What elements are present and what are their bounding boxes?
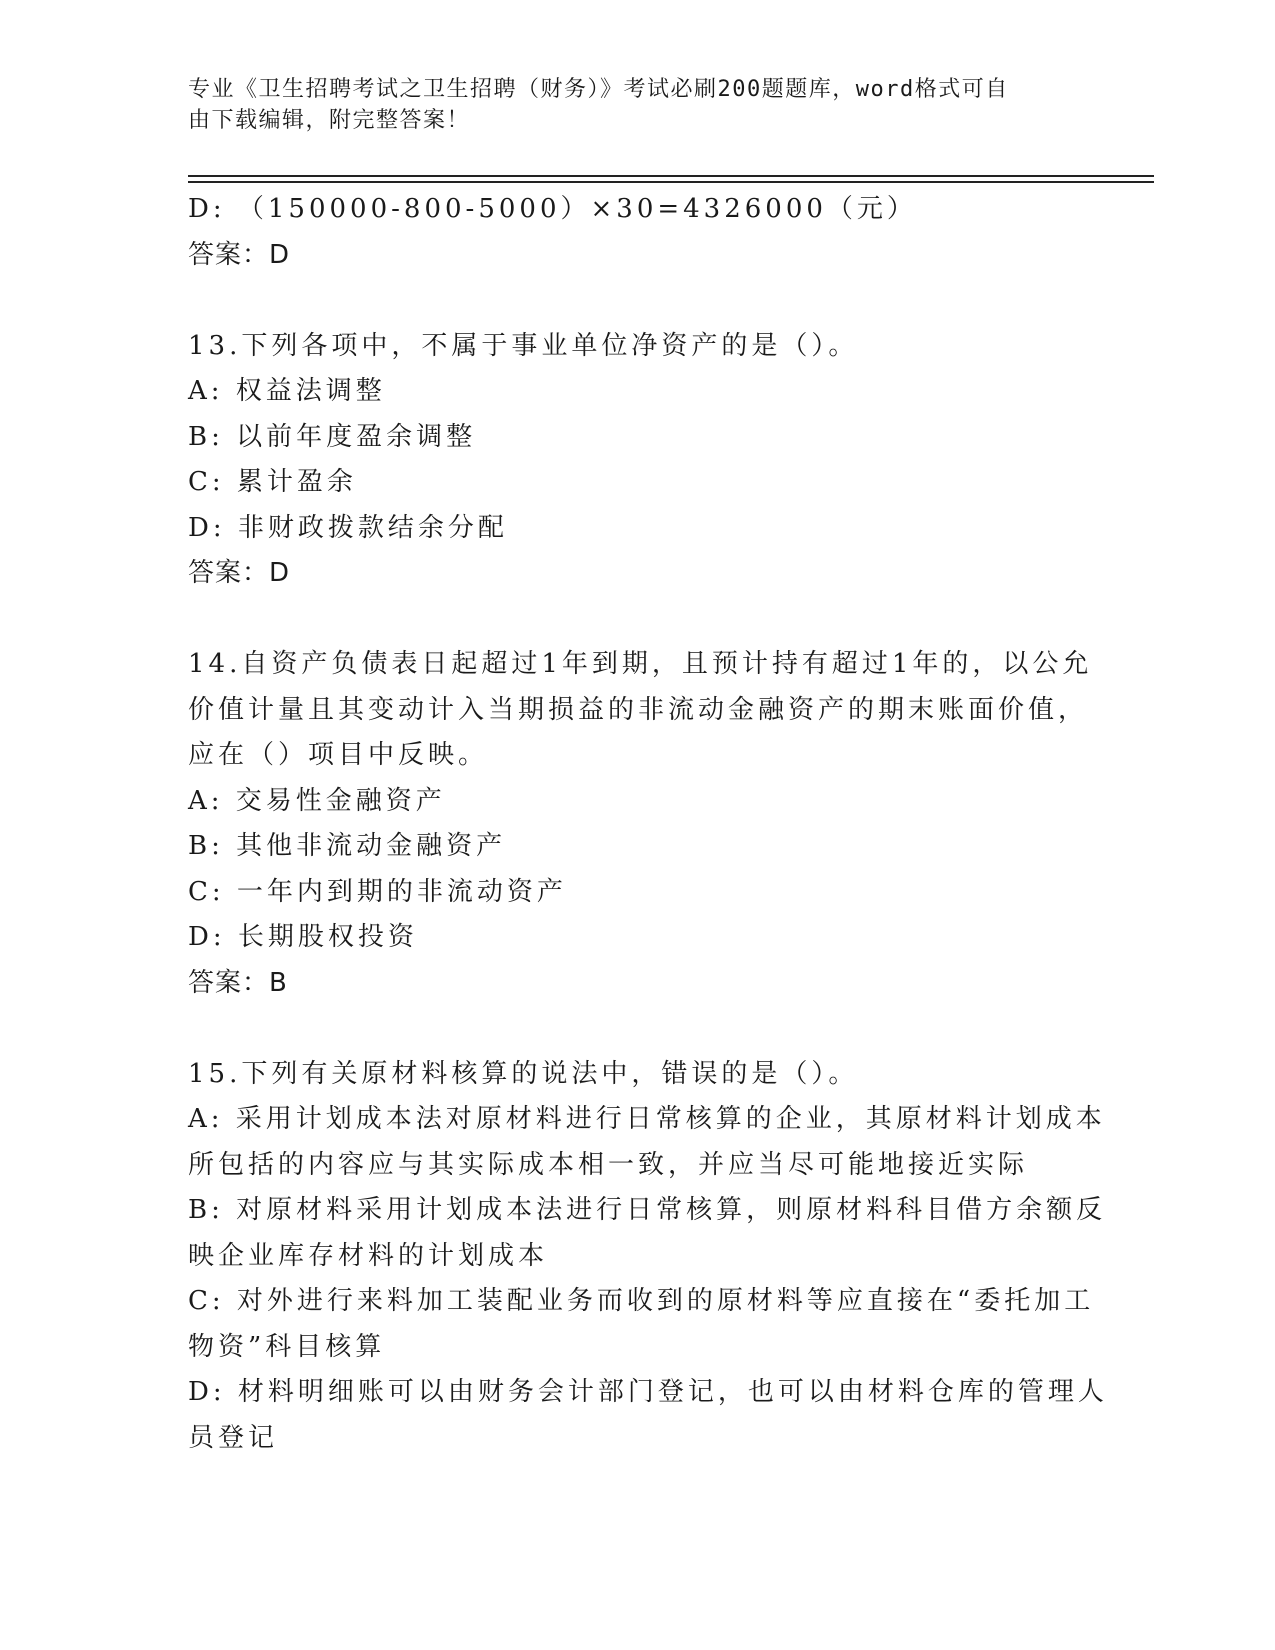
previous-question-block bbox=[188, 187, 1068, 278]
spacer bbox=[188, 597, 1068, 643]
spacer bbox=[188, 278, 1068, 324]
question-stem: 15.下列有关原材料核算的说法中，错误的是（）。 bbox=[188, 1058, 859, 1089]
option-d-line-2: 员登记 bbox=[188, 1422, 279, 1453]
option-c: C: 累计盈余 bbox=[188, 467, 357, 497]
option-a: A: 权益法调整 bbox=[188, 376, 386, 406]
option-a: A: 交易性金融资产 bbox=[188, 785, 446, 816]
question-15 bbox=[188, 1052, 1108, 1462]
option-b-line-1: B: 对原材料采用计划成本法进行日常核算，则原材料科目借方余额反 bbox=[188, 1195, 1107, 1225]
question-14 bbox=[188, 642, 1093, 1006]
document-header bbox=[188, 74, 1068, 136]
option-d: D: （150000-800-5000）×30=4326000（元） bbox=[188, 194, 917, 224]
option-d: D: 非财政拨款结余分配 bbox=[188, 512, 508, 543]
answer-line: 答案：D bbox=[188, 239, 291, 270]
answer-line: 答案：D bbox=[188, 558, 291, 588]
question-stem-line-1: 14.自资产负债表日起超过1年到期，且预计持有超过1年的，以公允 bbox=[188, 649, 1093, 679]
question-stem: 13.下列各项中，不属于事业单位净资产的是（）。 bbox=[188, 330, 859, 361]
question-content bbox=[188, 187, 1108, 1461]
spacer bbox=[188, 1006, 1068, 1052]
option-c-line-2: 物资”科目核算 bbox=[188, 1331, 386, 1362]
header-text-line-2: 由下载编辑，附完整答案！ bbox=[188, 108, 471, 133]
option-b: B: 其他非流动金融资产 bbox=[188, 831, 507, 861]
option-d-line-1: D: 材料明细账可以由财务会计部门登记，也可以由材料仓库的管理人 bbox=[188, 1377, 1108, 1407]
option-b: B: 以前年度盈余调整 bbox=[188, 421, 477, 452]
option-c-line-1: C: 对外进行来料加工装配业务而收到的原材料等应直接在“委托加工 bbox=[188, 1286, 1095, 1316]
header-divider-bottom bbox=[188, 181, 1154, 183]
question-stem-line-2: 价值计量且其变动计入当期损益的非流动金融资产的期末账面价值， bbox=[188, 694, 1089, 725]
option-c: C: 一年内到期的非流动资产 bbox=[188, 876, 567, 907]
question-13 bbox=[188, 324, 1068, 597]
question-stem-line-3: 应在（）项目中反映。 bbox=[188, 740, 489, 770]
header-divider-top bbox=[188, 175, 1154, 177]
option-d: D: 长期股权投资 bbox=[188, 922, 418, 952]
header-text-line-1: 专业《卫生招聘考试之卫生招聘（财务）》考试必刷200题题库，word格式可自 bbox=[188, 77, 1009, 102]
option-a-line-2: 所包括的内容应与其实际成本相一致，并应当尽可能地接近实际 bbox=[188, 1149, 1029, 1180]
option-b-line-2: 映企业库存材料的计划成本 bbox=[188, 1240, 549, 1271]
answer-line: 答案：B bbox=[188, 967, 288, 998]
option-a-line-1: A: 采用计划成本法对原材料进行日常核算的企业，其原材料计划成本 bbox=[188, 1104, 1106, 1134]
